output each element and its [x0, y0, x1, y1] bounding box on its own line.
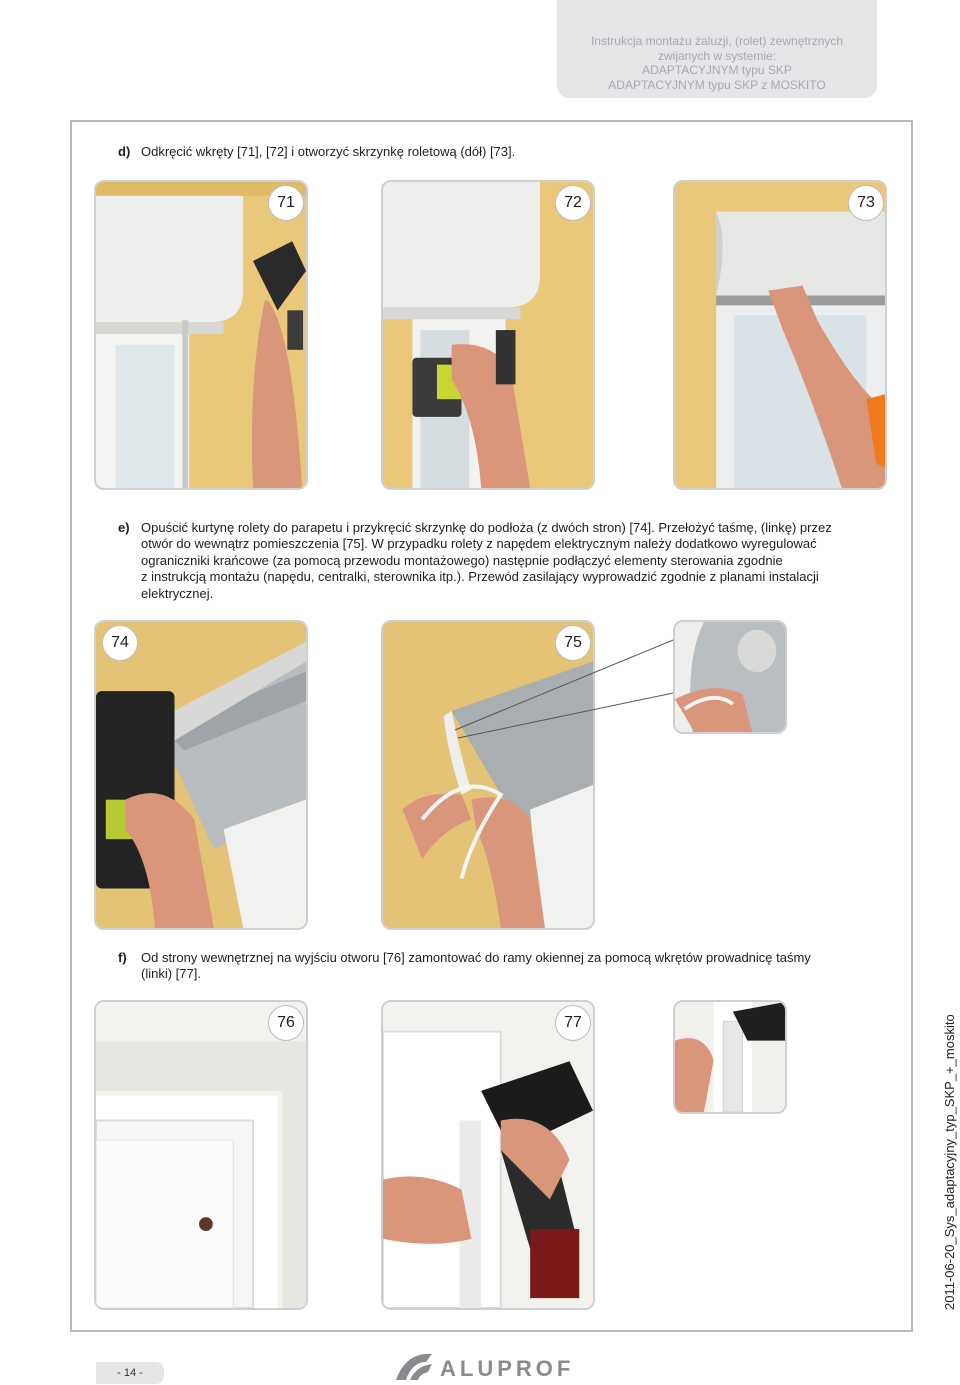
photo-73	[673, 180, 887, 490]
photo-77-detail	[673, 1000, 787, 1114]
photo-77	[381, 1000, 595, 1310]
step-letter: e)	[118, 520, 130, 535]
step-text-line: elektrycznej.	[141, 585, 214, 601]
header-line: zwijanych w systemie:	[657, 48, 777, 63]
step-text-line: Od strony wewnętrznej na wyjściu otworu [76] zamontować do ramy okiennej za pomocą wkrętów prowadnicę taśmy	[141, 950, 811, 965]
figure-label-76: 76	[268, 1005, 304, 1041]
step-letter: d)	[118, 144, 131, 159]
photo-75-detail	[673, 620, 787, 734]
figure-label-75: 75	[555, 625, 591, 661]
figure-label-73: 73	[848, 185, 884, 221]
document-header	[557, 0, 877, 98]
step-text-line: (linki) [77].	[141, 966, 201, 982]
brand-name: ALUPROF	[440, 1356, 575, 1381]
step-f	[118, 950, 878, 984]
page-number: - 14 -	[96, 1362, 164, 1384]
photo-71	[94, 180, 308, 490]
step-text: Odkręcić wkręty [71], [72] i otworzyć skrzynkę roletową (dół) [73].	[141, 144, 516, 159]
figure-label-74: 74	[102, 625, 138, 661]
step-text-line: ograniczniki krańcowe (za pomocą przewodu montażowego) następnie podłączyć elementy sterowania zgodnie	[141, 552, 783, 568]
step-d	[118, 144, 878, 162]
step-text-line: z instrukcją montażu (napędu, centralki, sterownika itp.). Przewód zasilający wyprowadzić zgodnie z planami instalacji	[141, 569, 819, 585]
header-line: ADAPTACYJNYM typu SKP	[642, 63, 792, 77]
figure-label-77: 77	[555, 1005, 591, 1041]
zoom-callout-lines	[450, 620, 690, 740]
header-line: ADAPTACYJNYM typu SKP z MOSKITO	[608, 77, 826, 92]
header-line: Instrukcja montażu żaluzji, (rolet) zewnętrznych	[590, 34, 844, 48]
step-text-line: Opuścić kurtynę rolety do parapetu i przykręcić skrzynkę do podłoża (z dwóch stron) [74]. Przełożyć taśmę, (linkę) przez	[141, 520, 832, 535]
step-text-line: otwór do wewnątrz pomieszczenia [75]. W przypadku rolety z napędem elektrycznym należy dodatkowo wyregulować	[141, 536, 817, 552]
photo-72	[381, 180, 595, 490]
step-letter: f)	[118, 950, 127, 965]
figure-label-71: 71	[268, 185, 304, 221]
photo-76	[94, 1000, 308, 1310]
step-e	[118, 520, 878, 604]
document-code-vertical: 2011-06-20_Sys_adaptacyjny_typ_SKP_+_moskito	[942, 1014, 957, 1310]
figure-label-72: 72	[555, 185, 591, 221]
photo-74	[94, 620, 308, 930]
